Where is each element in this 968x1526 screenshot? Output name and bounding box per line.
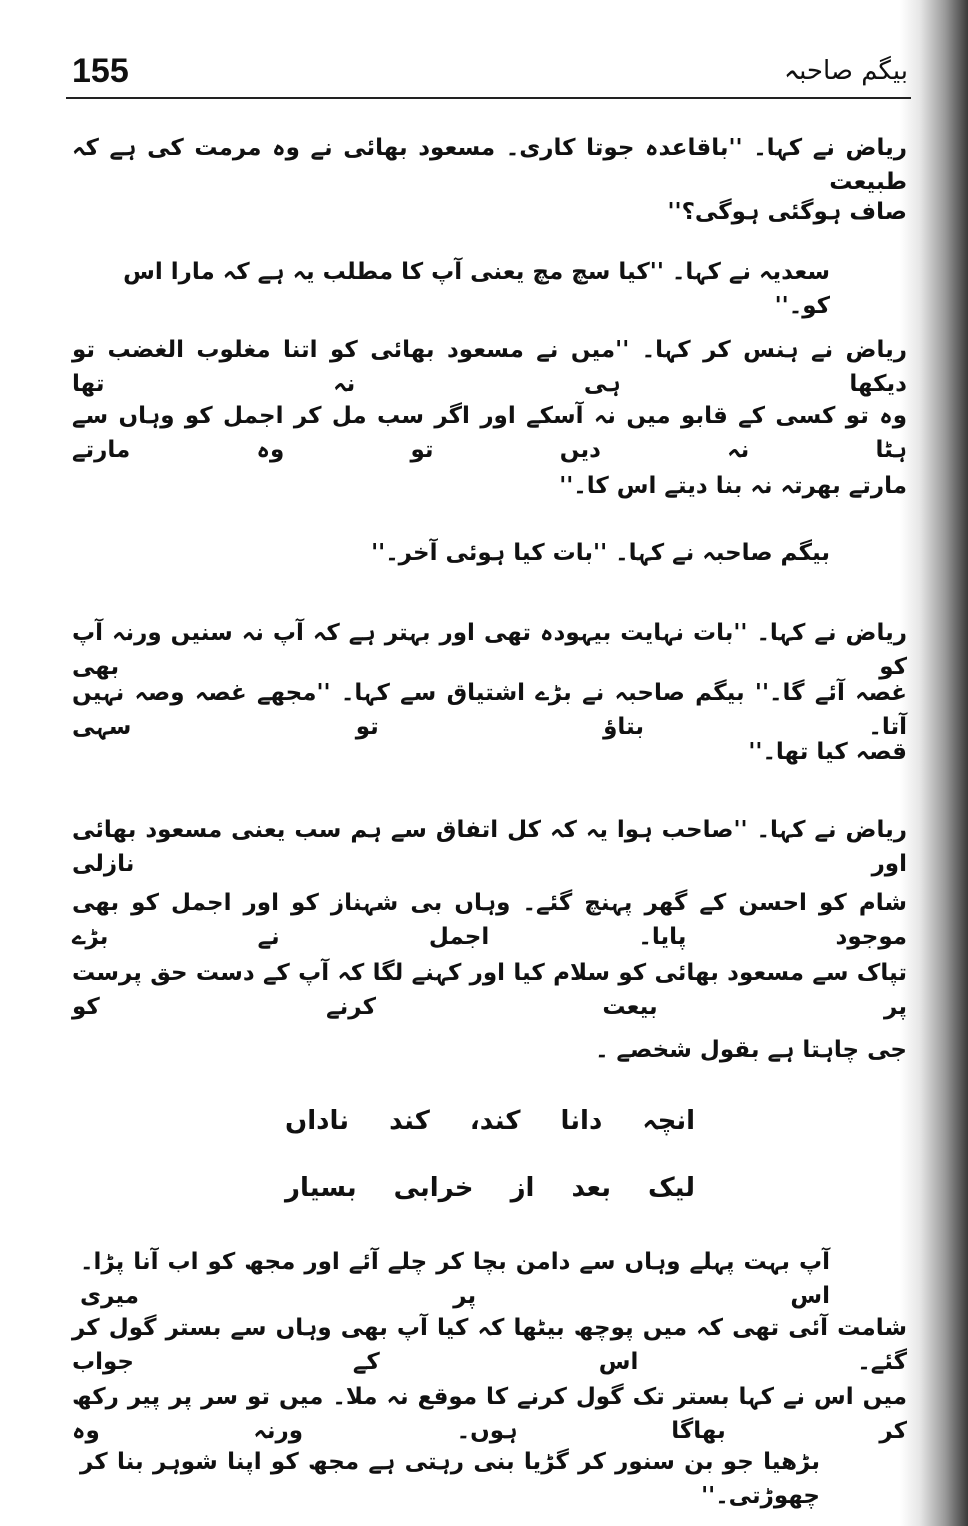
- text-line: ریاض نے کہا۔ ''صاحب ہوا یہ کہ کل اتفاق سے ہم سب یعنی مسعود بھائی اور نازلی: [72, 817, 907, 877]
- text-line: وہ تو کسی کے قابو میں نہ آسکے اور اگر سب مل کر اجمل کو وہاں سے ہٹا نہ دیں تو وہ مارتے: [72, 403, 907, 463]
- header-rule: [66, 97, 911, 99]
- verse-word: از: [510, 1173, 535, 1203]
- text-line: غصہ آئے گا۔'' بیگم صاحبہ نے بڑے اشتیاق سے کہا۔ ''مجھے غصہ وصہ نہیں آتا۔ بتاؤ تو سہی: [72, 680, 907, 740]
- verse-word: کند: [389, 1106, 430, 1136]
- text-line: شامت آئی تھی کہ میں پوچھ بیٹھا کہ کیا آپ بھی وہاں سے بستر گول کر گئے۔ اس کے جواب: [72, 1315, 907, 1375]
- text-line: میں اس نے کہا بستر تک گول کرنے کا موقع نہ ملا۔ میں تو سر پر پیر رکھ کر بھاگا ہوں۔ ورنہ وہ: [72, 1384, 907, 1444]
- verse-word: بسیار: [285, 1173, 357, 1203]
- verse-word: لیک: [648, 1173, 695, 1203]
- text-line: بیگم صاحبہ نے کہا۔ ''بات کیا ہوئی آخر۔'': [371, 540, 830, 566]
- verse-word: انچہ: [642, 1106, 695, 1136]
- text-line: شام کو احسن کے گھر پہنچ گئے۔ وہاں بی شہناز کو اور اجمل کو بھی موجود پایا۔ اجمل نے بڑے: [72, 890, 907, 950]
- text-line: قصہ کیا تھا۔'': [748, 739, 907, 765]
- text-line: صاف ہوگئی ہوگی؟'': [667, 199, 907, 225]
- verse-word: دانا: [560, 1106, 603, 1136]
- text-line: ریاض نے ہنس کر کہا۔ ''میں نے مسعود بھائی کو اتنا مغلوب الغضب تو دیکھا ہی نہ تھا: [72, 337, 907, 397]
- verse-word: ناداں: [285, 1106, 350, 1136]
- text-line: ریاض نے کہا۔ ''بات نہایت بیہودہ تھی اور بہتر ہے کہ آپ نہ سنیں ورنہ آپ کو بھی: [72, 620, 907, 680]
- verse-line-2: [285, 1173, 695, 1203]
- text-line: مارتے بھرتہ نہ بنا دیتے اس کا۔'': [559, 473, 907, 499]
- text-line: سعدیہ نے کہا۔ ''کیا سچ مچ یعنی آپ کا مطلب یہ ہے کہ مارا اس کو۔'': [123, 259, 830, 319]
- verse-word: بعد: [571, 1173, 611, 1203]
- running-title: بیگم صاحبہ: [783, 56, 908, 86]
- text-line: تپاک سے مسعود بھائی کو سلام کیا اور کہنے لگا کہ آپ کے دست حق پرست پر بیعت کرنے کو: [72, 960, 907, 1020]
- text-line: آپ بہت پہلے وہاں سے دامن بچا کر چلے آئے اور مجھ کو اب آنا پڑا۔ اس پر میری: [80, 1249, 830, 1309]
- page-number: 155: [72, 52, 129, 90]
- text-line: ریاض نے کہا۔ ''باقاعدہ جوتا کاری۔ مسعود بھائی نے وہ مرمت کی ہے کہ طبیعت: [72, 135, 907, 195]
- verse-word: خرابی: [393, 1173, 474, 1203]
- verse-word: کند،: [469, 1106, 521, 1136]
- text-line: جی چاہتا ہے بقول شخصے ۔: [595, 1037, 907, 1063]
- text-line: بڑھیا جو بن سنور کر گڑیا بنی رہتی ہے مجھ کو اپنا شوہر بنا کر چھوڑتی۔'': [80, 1449, 820, 1509]
- verse-line-1: [285, 1106, 695, 1136]
